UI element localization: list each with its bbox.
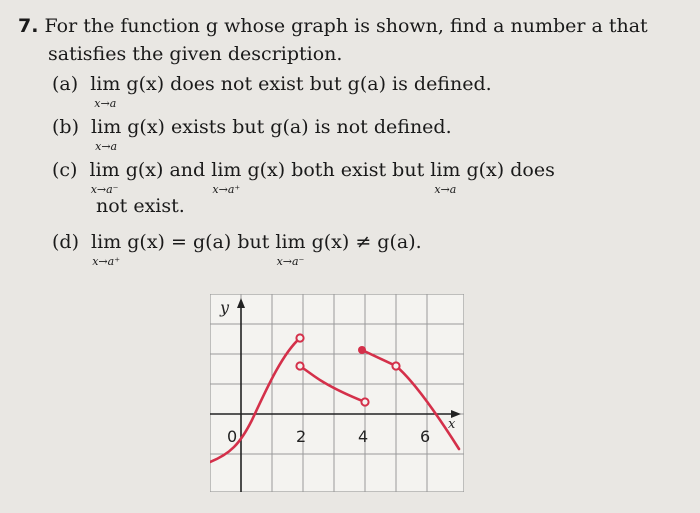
open-point-middle [296, 362, 303, 369]
problem-number: 7. [18, 15, 39, 37]
lim-subscript: x→a [434, 183, 457, 196]
lim-text: lim [275, 231, 306, 253]
lim-text: lim [91, 116, 122, 138]
tick-label-6: 6 [420, 427, 431, 446]
open-point-top [296, 334, 303, 341]
tick-label-2: 2 [296, 427, 307, 446]
part-c-text-1: g(x) and [119, 159, 212, 181]
stem-text-2: satisfies the given description. [48, 43, 343, 65]
part-a [52, 72, 492, 110]
part-c-limit-right [211, 158, 242, 196]
lim-subscript: x→a⁺ [92, 255, 121, 268]
part-c-line2 [96, 194, 185, 218]
part-a-limit [90, 72, 121, 110]
tick-label-4: 4 [358, 427, 369, 446]
part-d-limit-left [275, 230, 306, 268]
part-c-text-4: not exist. [96, 195, 185, 217]
part-a-text: g(x) does not exist but g(a) is defined. [120, 73, 492, 95]
part-c-text-2: g(x) both exist but [241, 159, 431, 181]
tick-label-0: 0 [227, 427, 238, 446]
part-c-limit-two-sided [430, 158, 461, 196]
part-b-text: g(x) exists but g(a) is not defined. [121, 116, 452, 138]
lim-text: lim [89, 159, 120, 181]
lim-subscript: x→a [95, 140, 118, 153]
part-d [52, 230, 422, 268]
lim-subscript: x→a⁻ [276, 255, 305, 268]
lim-text: lim [91, 231, 122, 253]
open-point-x5 [392, 362, 399, 369]
part-d-label: (d) [52, 231, 79, 253]
part-c-limit-left [89, 158, 120, 196]
part-b-label: (b) [52, 116, 79, 138]
part-c-text-3: g(x) does [460, 159, 555, 181]
lim-text: lim [211, 159, 242, 181]
y-axis-label: y [220, 298, 230, 317]
function-graph [210, 294, 464, 492]
lim-text: lim [90, 73, 121, 95]
part-a-label: (a) [52, 73, 79, 95]
x-axis-label: x [448, 417, 456, 432]
part-d-limit-right [91, 230, 122, 268]
lim-subscript: x→a⁺ [212, 183, 241, 196]
lim-subscript: x→a [94, 97, 117, 110]
part-b [52, 115, 452, 153]
part-c [52, 158, 555, 196]
lim-text: lim [430, 159, 461, 181]
lim-subscript: x→a⁻ [90, 183, 119, 196]
closed-point-x4 [358, 346, 366, 354]
part-c-label: (c) [52, 159, 78, 181]
open-point-x4 [361, 398, 368, 405]
problem-stem-line2 [48, 42, 342, 66]
problem-stem-line1 [18, 14, 648, 38]
stem-text-1: For the function g whose graph is shown, find a number a that [44, 15, 648, 37]
part-b-limit [91, 115, 122, 153]
part-d-text-2: g(x) ≠ g(a). [305, 231, 422, 253]
part-d-text-1: g(x) = g(a) but [121, 231, 276, 253]
